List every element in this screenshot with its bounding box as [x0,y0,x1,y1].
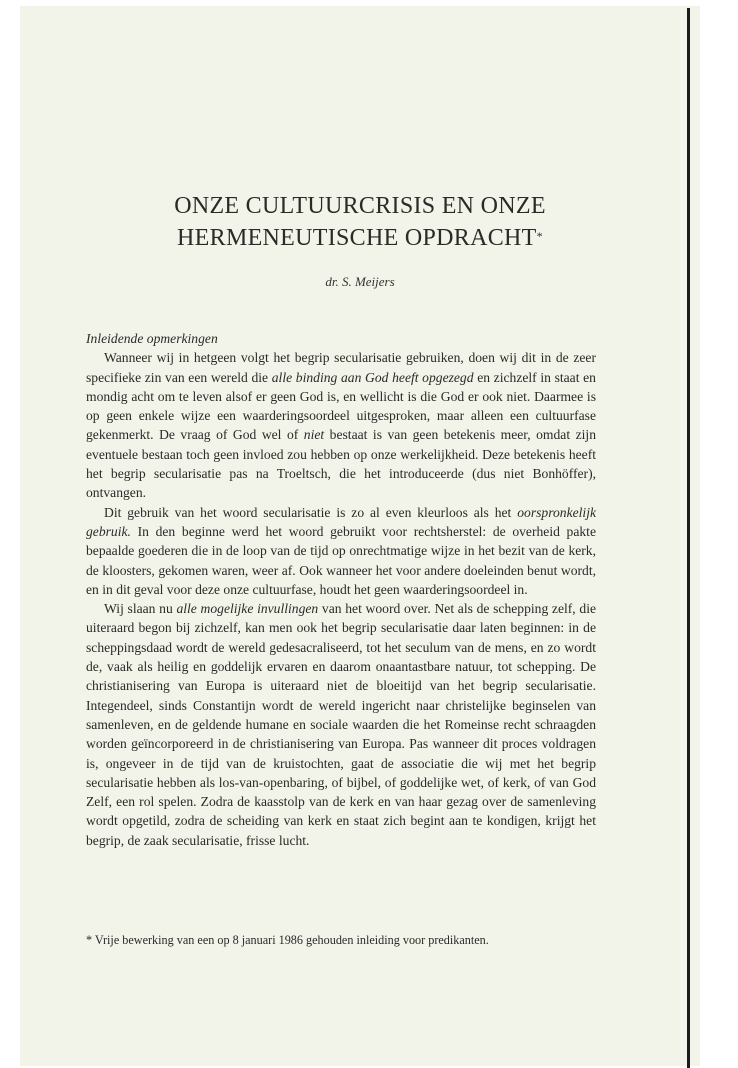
title-line-1: ONZE CULTUURCRISIS EN ONZE [174,193,546,219]
paragraph-2 [86,503,596,599]
article-body [86,329,596,850]
paragraph-3-emphasis-1: alle mogelijke invullingen [176,601,319,617]
paragraph-2-emphasis-1: oorspronkelijk gebruik. [86,504,596,539]
paragraph-3 [86,599,596,850]
paragraph-1-text-c: bestaat is van geen betekenis meer, omdat zijn eventuele bestaan toch geen invloed zou hebben op onze werkelijkheid. Deze betekenis heeft het begrip secularisatie pas na Troeltsch, die het introduceerde (dus niet Bonhöffer), ontvangen. [86,427,596,501]
paragraph-2-text-b: In den beginne werd het woord gebruikt voor rechtsherstel: de overheid pakte bepaalde goederen die in de loop van de tijd op onrechtmatige wijze in het bezit van de kerk, de kloosters, gekomen waren, weer af. Ook wanneer het voor andere doeleinden benut wordt, en in dit geval voor deze onze cultuurfase, houdt het geen waarderingsoordeel in. [86,523,596,597]
paragraph-3-text-a: Wij slaan nu [104,601,177,617]
paragraph-2-text-a: Dit gebruik van het woord secularisatie is zo al even kleurloos als het [104,504,518,520]
paragraph-1-text-b: en zichzelf in staat en mondig acht om te leven alsof er geen God is, en wellicht is die God er ook niet. Daarmee is op geen enkele wijze een waarderingsoordeel uitgesproken, maar alleen een cultuurfase gekenmerkt. De vraag of God wel of [86,369,596,443]
paragraph-3-text-b: van het woord over. Net als de schepping zelf, die uiteraard begon bij zichzelf, kan men ook het begrip secularisatie daar laten beginnen: in de scheppingsdaad wordt de wereld gedesacraliseerd, tot het seculum van de mens, en zo wordt de, vaak als heilig en goddelijk ervaren en daarom onaantastbare natuur, tot schepping. De christianisering van Europa is uiteraard niet de bloeitijd van het begrip secularisatie. Integendeel, sinds Constantijn wordt de wereld ingericht naar christelijke beginselen van samenleven, en de geldende humane en sociale waarden die het Romeinse recht schraagden worden geïncorporeerd in de christianisering van Europa. Pas wanneer dit proces voldragen is, ongeveer in de tijd van de kruistochten, gaat de associatie die wij met het begrip secularisatie hebben als los-van-openbaring, of bijbel, of goddelijke wet, of kerk, of van God Zelf, een rol spelen. Zodra de kaasstolp van de kerk en van haar gezag over de samenleving wordt opgetild, zodra de scheiding van kerk en staat zich begint aan te kondigen, krijgt het begrip, de zaak secularisatie, frisse lucht. [86,601,597,848]
paragraph-1-emphasis-2: niet [303,427,325,443]
page-edge-shadow [687,8,690,1068]
article-title [20,190,700,254]
section-heading: Inleidende opmerkingen [86,331,218,346]
title-line-2 [20,222,700,254]
author-byline: dr. S. Meijers [325,274,395,289]
paragraph-1-emphasis-1: alle binding aan God heeft opgezegd [271,369,474,385]
paragraph-1 [86,348,596,502]
paragraph-1-text-a: Wanneer wij in hetgeen volgt het begrip secularisatie gebruiken, doen wij dit in de zeer specifieke zin van een wereld die [86,350,596,385]
footnote-marker: * [536,229,543,243]
footnote: * Vrije bewerking van een op 8 januari 1986 gehouden inleiding voor predikanten. [86,933,489,947]
title-line-2-text: HERMENEUTISCHE OPDRACHT [177,225,537,251]
